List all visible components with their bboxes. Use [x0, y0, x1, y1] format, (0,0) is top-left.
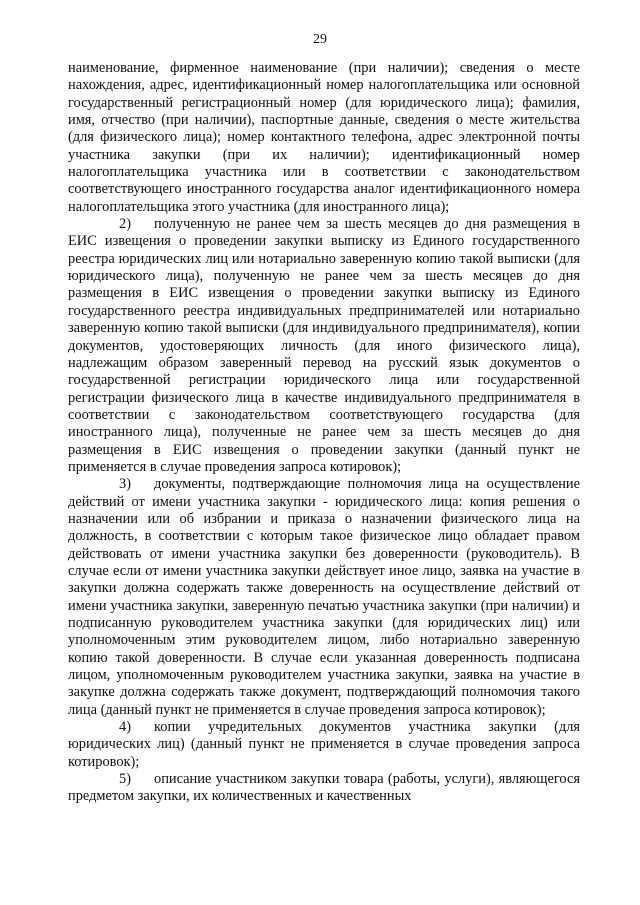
document-body: [68, 60, 580, 806]
list-item-number: 3): [119, 476, 131, 493]
paragraph-continuation: [68, 60, 580, 216]
list-item: [68, 719, 580, 771]
list-item-text: копии учредительных документов участника закупки (для юридических лиц) (данный пункт не применяется в случае проведения запроса котировок);: [68, 719, 580, 770]
list-item-text: описание участником закупки товара (работы, услуги), являющегося предметом закупки, их количественных и качественных: [68, 771, 580, 805]
list-item-number: 4): [119, 719, 131, 736]
list-item: [68, 771, 580, 806]
list-item: [68, 476, 580, 719]
list-item-text: документы, подтверждающие полномочия лица на осуществление действий от имени участника закупки - юридического лица: копия решения о назначении или об избрании и приказа о назначении физического лица на должность, в соответствии с которым такое физическое лицо обладает правом действовать от имени участника закупки без доверенности (руководитель). В случае если от имени участника закупки действует иное лицо, заявка на участие в закупки должна содержать также доверенность на осуществление действий от имени участника закупки, заверенную печатью участника закупки (при наличии) и подписанную руководителем участника закупки (для юридических лиц) или уполномоченным этим руководителем лицом, либо нотариально заверенную копию такой доверенности. В случае если указанная доверенность подписана лицом, уполномоченным руководителем участника закупки, заявка на участие в закупке должна содержать также документ, подтверждающий полномочия такого лица (данный пункт не применяется в случае проведения запроса котировок);: [68, 476, 580, 718]
list-item-number: 2): [119, 216, 131, 233]
paragraph-text: наименование, фирменное наименование (при наличии); сведения о месте нахождения, адрес, идентификационный номер налогоплательщика или основной государственный регистрационный номер (для юридического лица); фамилия, имя, отчество (при наличии), паспортные данные, сведения о месте жительства (для физического лица); номер контактного телефона, адрес электронной почты участника закупки (при их наличии); идентификационный номер налогоплательщика участника или в соответствии с законодательством соответствующего иностранного государства аналог идентификационного номера налогоплательщика этого участника (для иностранного лица);: [68, 60, 580, 215]
page-number: 29: [313, 32, 327, 47]
list-item: [68, 216, 580, 476]
list-item-number: 5): [119, 771, 131, 788]
list-item-text: полученную не ранее чем за шесть месяцев до дня размещения в ЕИС извещения о проведении закупки выписку из Единого государственного реестра юридических лиц или нотариально заверенную копию такой выписки (для юридического лица), полученную не ранее чем за шесть месяцев до дня размещения в ЕИС извещения о проведении закупки выписку из Единого государственного реестра индивидуальных предпринимателей или нотариально заверенную копию такой выписки (для индивидуального предпринимателя), копии документов, удостоверяющих личность (для иного физического лица), надлежащим образом заверенный перевод на русский язык документов о государственной регистрации юридического лица или государственной регистрации физического лица в качестве индивидуального предпринимателя в соответствии с законодательством соответствующего государства (для иностранного лица), полученные не ранее чем за шесть месяцев до дня размещения в ЕИС извещения о проведении закупки (данный пункт не применяется в случае проведения запроса котировок);: [68, 216, 580, 475]
